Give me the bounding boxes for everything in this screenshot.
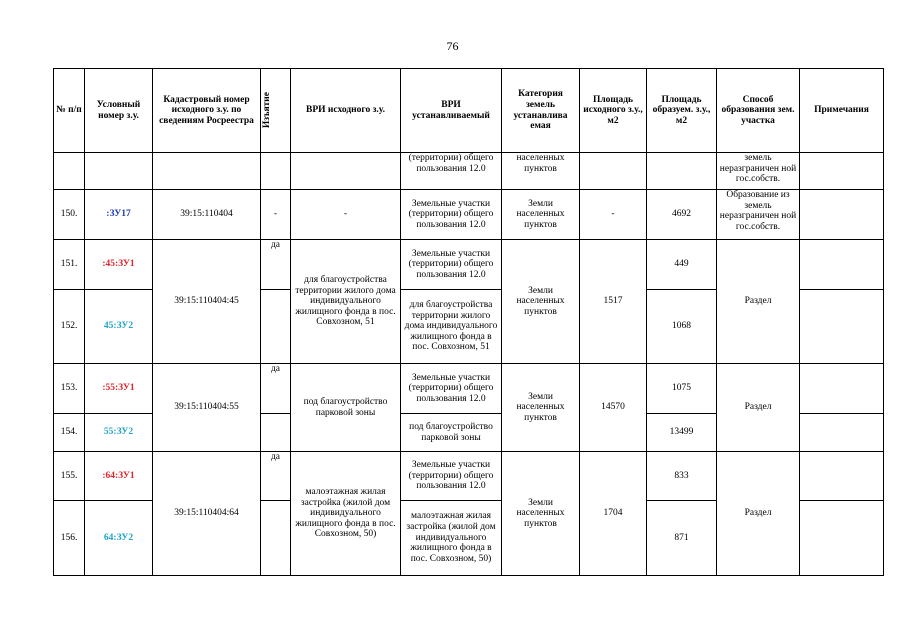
cell-notes: [800, 364, 884, 414]
cell-new-area: 4692: [647, 190, 717, 240]
cell-set-vri: (территории) общего пользования 12.0: [401, 153, 502, 190]
cell-num: 151.: [54, 240, 85, 290]
cell-conditional-number: 55:ЗУ2: [85, 414, 153, 452]
cell-source-area: 1517: [580, 240, 647, 364]
cell-num: 155.: [54, 452, 85, 501]
cell-notes: [800, 153, 884, 190]
cell-source-area: -: [580, 190, 647, 240]
header-formation-method: Способ образования зем. участка: [717, 69, 800, 153]
cell-new-area: 871: [647, 501, 717, 576]
header-notes: Примечания: [800, 69, 884, 153]
cell-seizure: [261, 153, 291, 190]
cell-formation-method: Раздел: [717, 364, 800, 452]
cell-notes: [800, 414, 884, 452]
cell-land-category: Земли населенных пунктов: [502, 364, 580, 452]
cell-new-area: [647, 153, 717, 190]
cell-source-vri: -: [291, 190, 401, 240]
cell-set-vri: под благоустройство парковой зоны: [401, 414, 502, 452]
header-land-category: Категория земель устанавлива емая: [502, 69, 580, 153]
cell-conditional-number: 64:ЗУ2: [85, 501, 153, 576]
cell-conditional-number: :55:ЗУ1: [85, 364, 153, 414]
cell-cadastral-number: 39:15:110404:55: [153, 364, 261, 452]
cell-cadastral-number: 39:15:110404:64: [153, 452, 261, 576]
cell-formation-method: Раздел: [717, 452, 800, 576]
cell-cadastral-number: 39:15:110404: [153, 190, 261, 240]
cell-seizure: да: [261, 240, 291, 290]
cell-notes: [800, 240, 884, 290]
cell-source-vri: для благоустройства территории жилого дома индивидуального жилищного фонда в пос. Совхозном, 51: [291, 240, 401, 364]
cell-new-area: 449: [647, 240, 717, 290]
cell-cadastral-number: [153, 153, 261, 190]
cell-conditional-number: :45:ЗУ1: [85, 240, 153, 290]
cell-num: 150.: [54, 190, 85, 240]
cell-land-category: населенных пунктов: [502, 153, 580, 190]
cell-notes: [800, 452, 884, 501]
header-row: [54, 69, 884, 153]
header-conditional-number: Условный номер з.у.: [85, 69, 153, 153]
cell-num: 154.: [54, 414, 85, 452]
cell-new-area: 833: [647, 452, 717, 501]
header-set-vri: ВРИ устанавливаемый: [401, 69, 502, 153]
cell-new-area: 1075: [647, 364, 717, 414]
cell-source-vri: малоэтажная жилая застройка (жилой дом индивидуального жилищного фонда в пос. Совхозном, 50): [291, 452, 401, 576]
cell-conditional-number: :ЗУ17: [85, 190, 153, 240]
header-num: № п/п: [54, 69, 85, 153]
table-row: [54, 190, 884, 240]
cell-seizure: -: [261, 190, 291, 240]
cell-source-vri: [291, 153, 401, 190]
header-new-area: Площадь образуем. з.у., м2: [647, 69, 717, 153]
cell-set-vri: Земельные участки (территории) общего пользования 12.0: [401, 452, 502, 501]
cell-seizure: да: [261, 452, 291, 501]
cell-num: 153.: [54, 364, 85, 414]
cell-new-area: 1068: [647, 290, 717, 364]
header-source-vri: ВРИ исходного з.у.: [291, 69, 401, 153]
cell-seizure: [261, 501, 291, 576]
header-cadastral-number: Кадастровый номер исходного з.у. по сведениям Росреестра: [153, 69, 261, 153]
cell-seizure: [261, 414, 291, 452]
cell-new-area: 13499: [647, 414, 717, 452]
page-number: 76: [446, 39, 459, 53]
cell-land-category: Земли населенных пунктов: [502, 452, 580, 576]
cell-set-vri: Земельные участки (территории) общего пользования 12.0: [401, 240, 502, 290]
cell-set-vri: для благоустройства территории жилого дома индивидуального жилищного фонда в пос. Совхозном, 51: [401, 290, 502, 364]
header-seizure: [261, 69, 291, 153]
cell-source-area: 1704: [580, 452, 647, 576]
land-plots-table: [53, 68, 884, 576]
cell-conditional-number: 45:ЗУ2: [85, 290, 153, 364]
cell-seizure: да: [261, 364, 291, 414]
cell-notes: [800, 290, 884, 364]
cell-formation-method: Раздел: [717, 240, 800, 364]
cell-formation-method: земель неразграничен ной гос.собств.: [717, 153, 800, 190]
table-row: [54, 364, 884, 414]
cell-set-vri: Земельные участки (территории) общего пользования 12.0: [401, 190, 502, 240]
table-row: [54, 153, 884, 190]
cell-seizure: [261, 290, 291, 364]
cell-formation-method: Образование из земель неразграничен ной гос.собств.: [717, 190, 800, 240]
cell-conditional-number: :64:ЗУ1: [85, 452, 153, 501]
cell-num: 152.: [54, 290, 85, 364]
cell-land-category: Земли населенных пунктов: [502, 190, 580, 240]
cell-num: 156.: [54, 501, 85, 576]
cell-conditional-number: [85, 153, 153, 190]
cell-source-area: 14570: [580, 364, 647, 452]
cell-notes: [800, 501, 884, 576]
cell-num: [54, 153, 85, 190]
header-source-area: Площадь исходного з.у., м2: [580, 69, 647, 153]
cell-set-vri: малоэтажная жилая застройка (жилой дом индивидуального жилищного фонда в пос. Совхозном, 50): [401, 501, 502, 576]
header-seizure-label: Изъятие: [262, 92, 272, 129]
cell-notes: [800, 190, 884, 240]
cell-land-category: Земли населенных пунктов: [502, 240, 580, 364]
table-row: [54, 240, 884, 290]
cell-source-area: [580, 153, 647, 190]
cell-source-vri: под благоустройство парковой зоны: [291, 364, 401, 452]
table-row: [54, 452, 884, 501]
cell-cadastral-number: 39:15:110404:45: [153, 240, 261, 364]
cell-set-vri: Земельные участки (территории) общего пользования 12.0: [401, 364, 502, 414]
